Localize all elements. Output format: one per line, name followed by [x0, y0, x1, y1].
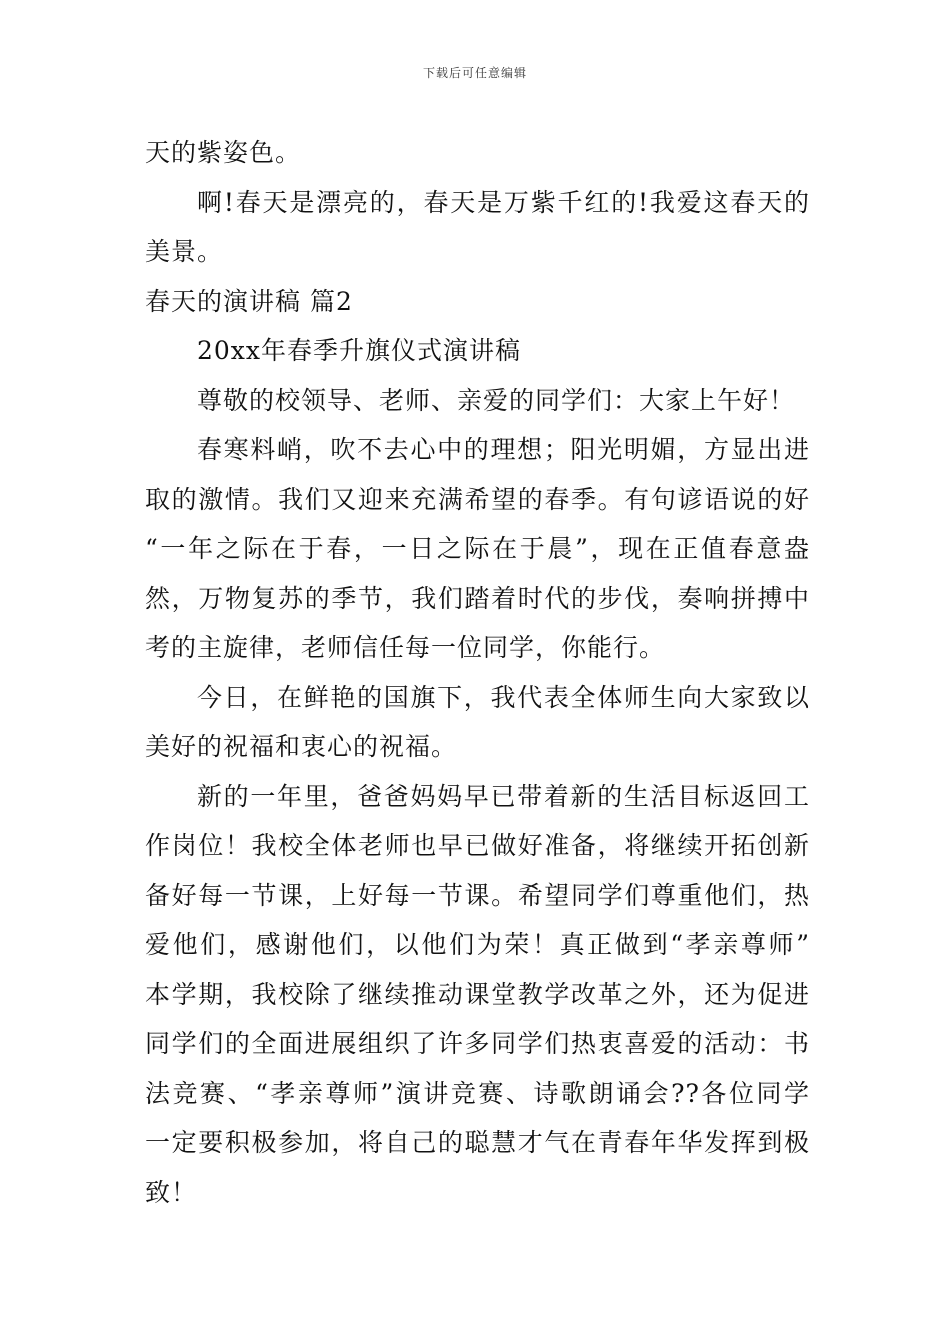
text-line: 然，万物复苏的季节，我们踏着时代的步伐，奏响拼搏中: [145, 583, 810, 613]
text-line: 天的紫姿色。: [145, 138, 302, 167]
section-heading: 春天的演讲稿 篇2: [145, 286, 353, 316]
text-line: 今日，在鲜艳的国旗下，我代表全体师生向大家致以: [197, 682, 810, 712]
text-line: 美好的祝福和衷心的祝福。: [145, 732, 458, 761]
text-line: 取的激情。我们又迎来充满希望的春季。有句谚语说的好: [145, 484, 810, 514]
text-line: 啊!春天是漂亮的，春天是万紫千红的!我爱这春天的: [197, 187, 810, 217]
text-line: 致！: [145, 1177, 198, 1207]
header-note: 下载后可任意编辑: [422, 66, 527, 80]
text-line: 备好每一节课，上好每一节课。希望同学们尊重他们，热: [145, 880, 810, 910]
text-line: 本学期，我校除了继续推动课堂教学改革之外，还为促进: [145, 979, 810, 1009]
text-line: 一定要积极参加，将自己的聪慧才气在青春年华发挥到极: [145, 1128, 810, 1157]
text-line: 春寒料峭，吹不去心中的理想；阳光明媚，方显出进: [197, 435, 810, 464]
text-line: 美景。: [145, 237, 224, 266]
salutation: 尊敬的校领导、老师、亲爱的同学们：大家上午好！: [197, 385, 796, 415]
text-line: 作岗位！我校全体老师也早已做好准备，将继续开拓创新: [145, 831, 810, 860]
speech-title: 20xx年春季升旗仪式演讲稿: [197, 336, 522, 365]
text-line: 新的一年里，爸爸妈妈早已带着新的生活目标返回工: [197, 781, 810, 811]
text-line: “一年之际在于春，一日之际在于晨”，现在正值春意盎: [145, 534, 810, 563]
document-body: [145, 128, 810, 1217]
text-line: 同学们的全面进展组织了许多同学们热衷喜爱的活动：书: [145, 1029, 810, 1058]
text-line: 爱他们，感谢他们，以他们为荣！真正做到“孝亲尊师”: [145, 930, 810, 959]
text-line: 法竞赛、“孝亲尊师”演讲竞赛、诗歌朗诵会??各位同学: [145, 1078, 810, 1108]
text-line: 考的主旋律，老师信任每一位同学，你能行。: [145, 633, 666, 662]
